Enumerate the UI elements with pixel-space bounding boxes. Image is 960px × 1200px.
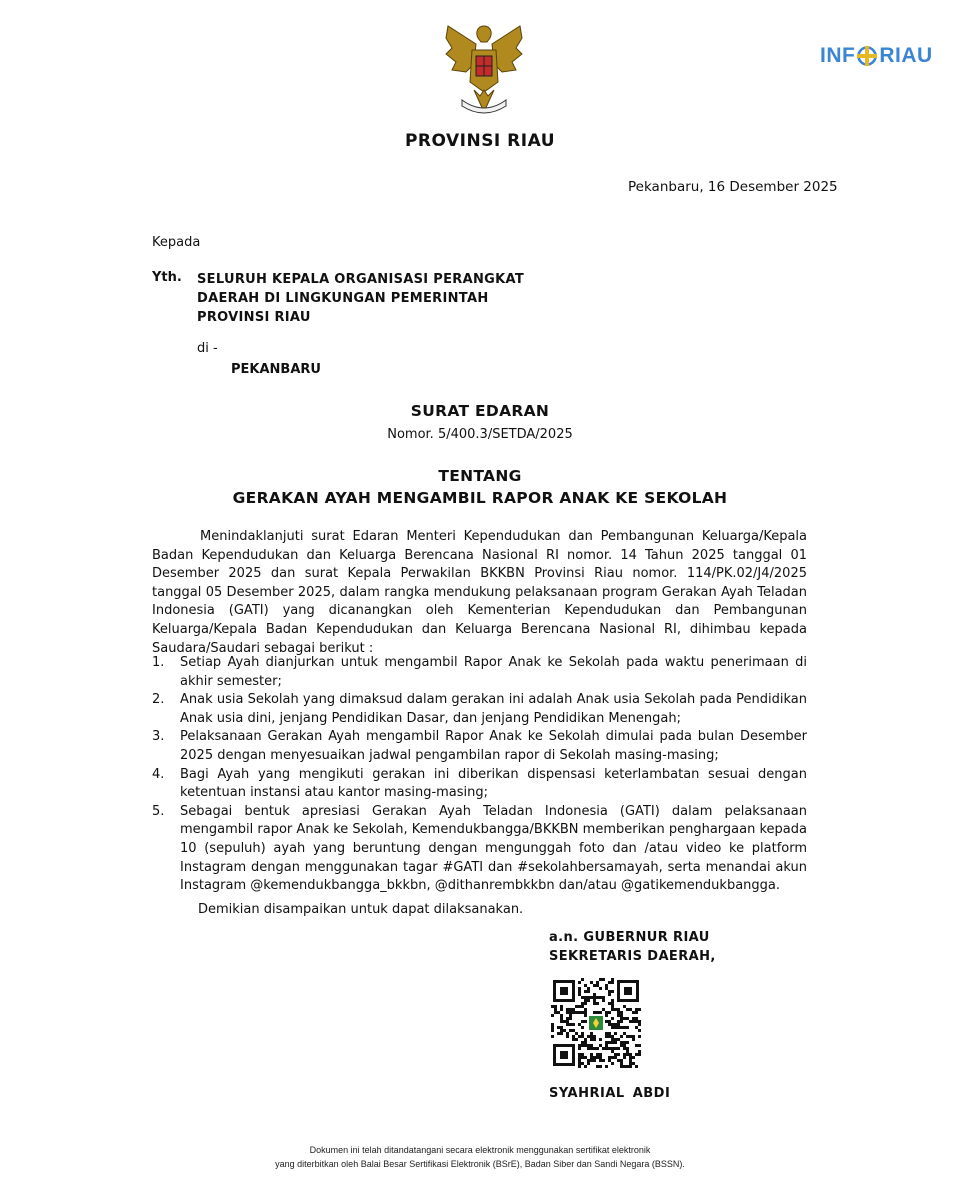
signature-line-2: SEKRETARIS DAERAH,	[549, 949, 716, 964]
signer-name: SYAHRIAL ABDI	[549, 1086, 671, 1101]
recipient-addressee	[197, 270, 524, 327]
list-item	[152, 654, 807, 691]
list-item-number: 2.	[152, 692, 165, 708]
list-item-text: Pelaksanaan Gerakan Ayah mengambil Rapor Anak ke Sekolah dimulai pada bulan Desember 2025 dengan menyesuaikan jadwal pengambilan rapor di Sekolah masing-masing;	[180, 729, 807, 763]
watermark-text-left: INF	[820, 44, 856, 67]
recipient-yth: Yth.	[152, 270, 182, 285]
intro-paragraph: Menindaklanjuti surat Edaran Menteri Kependudukan dan Pembangunan Keluarga/Kepala Badan Kependudukan dan Keluarga Berencana Nasional RI nomor. 14 Tahun 2025 tanggal 01 Desember 2025 dan surat Kepala Perwakilan BKKBN Provinsi Riau nomor. 114/PK.02/J4/2025 tanggal 05 Desember 2025, dalam rangka mendukung pelaksanaan program Gerakan Ayah Teladan Indonesia (GATI) yang dicanangkan oleh Kementerian Kependudukan dan Pembangunan Keluarga/Kepala Badan Kependudukan dan Keluarga Berencana Nasional RI, dihimbau kepada Saudara/Saudari sebagai berikut :	[152, 529, 807, 656]
recipient-di: di -	[197, 341, 218, 356]
addressee-line: SELURUH KEPALA ORGANISASI PERANGKAT	[197, 272, 524, 287]
footer-line-1: Dokumen ini telah ditandatangani secara elektronik menggunakan sertifikat elektronik	[309, 1145, 651, 1155]
e-signature-footer	[0, 1143, 960, 1171]
addressee-line: DAERAH DI LINGKUNGAN PEMERINTAH	[197, 291, 489, 306]
letterhead-province: PROVINSI RIAU	[404, 131, 556, 151]
closing-sentence: Demikian disampaikan untuk dapat dilaksanakan.	[198, 902, 524, 917]
list-item-number: 3.	[152, 729, 165, 745]
watermark-text-right: RIAU	[879, 44, 933, 67]
list-item-text: Sebagai bentuk apresiasi Gerakan Ayah Teladan Indonesia (GATI) dalam pelaksanaan mengambil rapor Anak ke Sekolah, Kemendukbangga/BKKBN memberikan penghargaan kepada 10 (sepuluh) ayah yang beruntung dengan mengunggah foto dan /atau video ke platform Instagram dengan menggunakan tagar #GATI dan #sekolahbersamayah, serta menandai akun Instagram @kemendukbangga_bkkbn, @dithanrembkkbn dan/atau @gatikemendukbangga.	[180, 803, 807, 894]
instruction-list	[152, 654, 807, 896]
list-item-number: 5.	[152, 803, 165, 819]
inforiau-watermark	[820, 44, 933, 68]
list-item-text: Anak usia Sekolah yang dimaksud dalam gerakan ini adalah Anak usia Sekolah pada Pendidikan Anak usia dini, jenjang Pendidikan Dasar, dan jenjang Pendidikan Menengah;	[180, 692, 807, 726]
letter-date: Pekanbaru, 16 Desember 2025	[628, 179, 838, 195]
list-item	[152, 803, 807, 896]
watermark-cross-icon	[856, 45, 878, 67]
recipient-city: PEKANBARU	[231, 362, 321, 377]
list-item-number: 1.	[152, 655, 165, 670]
circular-subject: GERAKAN AYAH MENGAMBIL RAPOR ANAK KE SEKOLAH	[232, 489, 728, 507]
footer-line-2: yang diterbitkan oleh Balai Besar Sertifikasi Elektronik (BSrE), Badan Siber dan Sandi Negara (BSSN).	[275, 1159, 685, 1169]
list-item	[152, 691, 807, 728]
garuda-emblem-icon	[440, 20, 528, 120]
signature-line-1: a.n. GUBERNUR RIAU	[549, 930, 710, 945]
circular-tentang: TENTANG	[438, 467, 522, 485]
circular-number: Nomor. 5/400.3/SETDA/2025	[387, 427, 573, 442]
list-item	[152, 728, 807, 765]
list-item-number: 4.	[152, 766, 165, 782]
addressee-line: PROVINSI RIAU	[197, 310, 311, 325]
recipient-kepada: Kepada	[152, 235, 201, 250]
list-item	[152, 766, 807, 803]
list-item-text: Bagi Ayah yang mengikuti gerakan ini diberikan dispensasi keterlambatan sesuai dengan ketentuan instansi atau kantor masing-masing;	[180, 766, 807, 801]
list-item-text: Setiap Ayah dianjurkan untuk mengambil Rapor Anak ke Sekolah pada waktu penerimaan di akhir semester;	[180, 655, 807, 689]
signature-role	[549, 928, 716, 966]
qr-code-icon	[551, 978, 641, 1068]
circular-title: SURAT EDARAN	[410, 402, 550, 420]
